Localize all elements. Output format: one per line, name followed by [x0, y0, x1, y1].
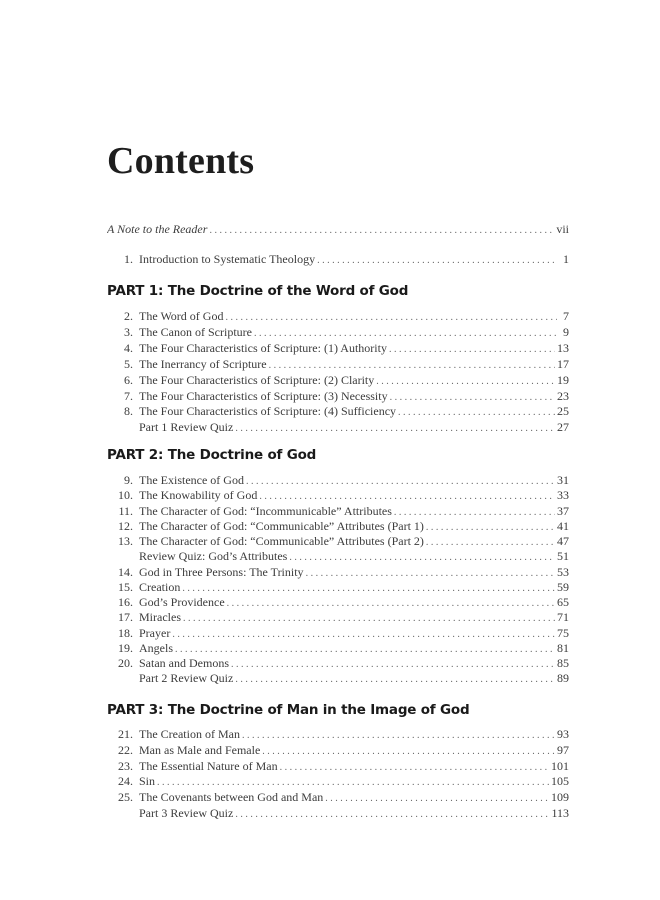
entry-label: The Covenants between God and Man	[139, 790, 324, 804]
entry-number: 3.	[124, 325, 133, 339]
entry-page: 47	[557, 534, 569, 548]
dot-leader	[306, 566, 555, 580]
entry-page: 89	[557, 671, 569, 685]
entry-label: Review Quiz: God’s Attributes	[139, 549, 288, 563]
entry-page: 59	[557, 580, 569, 594]
entry-number: 14.	[118, 565, 133, 579]
toc-entry[interactable]	[107, 533, 569, 549]
dot-leader	[235, 421, 555, 435]
dot-leader	[172, 627, 555, 641]
entry-number: 20.	[118, 656, 133, 670]
entry-label: The Character of God: “Incommunicable” Attributes	[139, 504, 392, 518]
dot-leader	[235, 672, 555, 686]
entry-number: 4.	[124, 341, 133, 355]
entry-page: 65	[557, 595, 569, 609]
dot-leader	[209, 223, 554, 237]
toc-entry[interactable]	[107, 372, 569, 388]
entry-number: 19.	[118, 641, 133, 655]
entry-page: 51	[557, 549, 569, 563]
entry-label: Miracles	[139, 610, 181, 624]
toc-entry-review-quiz[interactable]	[107, 548, 569, 564]
entry-page: 1	[563, 252, 569, 266]
dot-leader	[183, 611, 555, 625]
toc-entry[interactable]	[107, 518, 569, 534]
toc-entry[interactable]	[107, 726, 569, 742]
entry-number: 8.	[124, 404, 133, 418]
toc-entry[interactable]	[107, 487, 569, 503]
dot-leader	[175, 642, 555, 656]
dot-leader	[390, 390, 555, 404]
entry-page: vii	[556, 222, 569, 236]
entry-label: Sin	[139, 774, 156, 788]
entry-label: God in Three Persons: The Trinity	[139, 565, 304, 579]
entry-number: 11.	[118, 504, 133, 518]
entry-page: 37	[557, 504, 569, 518]
dot-leader	[280, 760, 549, 774]
entry-page: 105	[551, 774, 569, 788]
entry-page: 53	[557, 565, 569, 579]
entry-label: The Character of God: “Communicable” Attributes (Part 2)	[139, 534, 424, 548]
entry-label: Satan and Demons	[139, 656, 229, 670]
toc-entry[interactable]	[107, 758, 569, 774]
toc-entry[interactable]	[107, 579, 569, 595]
dot-leader	[389, 342, 555, 356]
toc-entry[interactable]	[107, 503, 569, 519]
entry-number: 22.	[118, 743, 133, 757]
dot-leader	[398, 405, 555, 419]
dot-leader	[426, 520, 555, 534]
dot-leader	[231, 657, 555, 671]
entry-number: 9.	[124, 473, 133, 487]
entry-label: The Word of God	[139, 309, 224, 323]
entry-page: 97	[557, 743, 569, 757]
toc-entry[interactable]	[107, 789, 569, 805]
dot-leader	[426, 535, 555, 549]
entry-label: A Note to the Reader	[107, 222, 208, 236]
dot-leader	[157, 775, 549, 789]
entry-label: Part 3 Review Quiz	[139, 806, 234, 820]
entry-number: 23.	[118, 759, 133, 773]
part-heading: PART 2: The Doctrine of God	[107, 447, 317, 463]
page-title: Contents	[107, 140, 255, 182]
entry-label: The Four Characteristics of Scripture: (3) Necessity	[139, 389, 388, 403]
entry-page: 23	[557, 389, 569, 403]
entry-number: 18.	[118, 626, 133, 640]
toc-entry[interactable]	[107, 340, 569, 356]
toc-entry-review-quiz[interactable]	[107, 419, 569, 435]
entry-page: 27	[557, 420, 569, 434]
entry-page: 81	[557, 641, 569, 655]
toc-entry[interactable]	[107, 403, 569, 419]
entry-number: 10.	[118, 488, 133, 502]
entry-label: Part 1 Review Quiz	[139, 420, 234, 434]
entry-number: 5.	[124, 357, 133, 371]
entry-label: Introduction to Systematic Theology	[139, 252, 316, 266]
entry-page: 75	[557, 626, 569, 640]
entry-page: 25	[557, 404, 569, 418]
entry-number: 24.	[118, 774, 133, 788]
entry-label: The Four Characteristics of Scripture: (2) Clarity	[139, 373, 375, 387]
toc-entry[interactable]	[107, 609, 569, 625]
dot-leader	[254, 326, 557, 340]
entry-page: 7	[563, 309, 569, 323]
dot-leader	[242, 728, 555, 742]
dot-leader	[269, 358, 555, 372]
toc-entry[interactable]	[107, 388, 569, 404]
toc-entry-note-to-reader[interactable]	[107, 221, 569, 237]
entry-label: The Canon of Scripture	[139, 325, 252, 339]
dot-leader	[259, 489, 555, 503]
entry-number: 1.	[124, 252, 133, 266]
entry-label: Man as Male and Female	[139, 743, 261, 757]
entry-number: 13.	[118, 534, 133, 548]
entry-number: 25.	[118, 790, 133, 804]
dot-leader	[227, 596, 555, 610]
toc-entry[interactable]	[107, 773, 569, 789]
toc-entry[interactable]	[107, 564, 569, 580]
toc-entry[interactable]	[107, 655, 569, 671]
toc-entry[interactable]	[107, 308, 569, 324]
entry-page: 93	[557, 727, 569, 741]
entry-page: 19	[557, 373, 569, 387]
dot-leader	[235, 807, 549, 821]
toc-entry[interactable]	[107, 472, 569, 488]
toc-entry[interactable]	[107, 742, 569, 758]
entry-label: The Creation of Man	[139, 727, 240, 741]
entry-number: 15.	[118, 580, 133, 594]
dot-leader	[317, 253, 557, 267]
dot-leader	[289, 550, 555, 564]
toc-entry[interactable]	[107, 356, 569, 372]
entry-number: 2.	[124, 309, 133, 323]
dot-leader	[394, 505, 555, 519]
entry-page: 9	[563, 325, 569, 339]
entry-page: 13	[557, 341, 569, 355]
entry-label: The Four Characteristics of Scripture: (4) Sufficiency	[139, 404, 397, 418]
entry-label: The Four Characteristics of Scripture: (1) Authority	[139, 341, 387, 355]
entry-label: The Existence of God	[139, 473, 244, 487]
entry-label: God’s Providence	[139, 595, 225, 609]
entry-label: Part 2 Review Quiz	[139, 671, 234, 685]
entry-number: 21.	[118, 727, 133, 741]
toc-entry-review-quiz[interactable]	[107, 805, 569, 821]
entry-label: Prayer	[139, 626, 171, 640]
entry-number: 16.	[118, 595, 133, 609]
entry-label: The Knowability of God	[139, 488, 258, 502]
part-heading: PART 1: The Doctrine of the Word of God	[107, 283, 409, 299]
entry-page: 17	[557, 357, 569, 371]
toc-entry[interactable]	[107, 594, 569, 610]
dot-leader	[376, 374, 555, 388]
part-heading: PART 3: The Doctrine of Man in the Image of God	[107, 702, 470, 718]
entry-label: The Inerrancy of Scripture	[139, 357, 267, 371]
toc-entry[interactable]	[107, 625, 569, 641]
entry-page: 85	[557, 656, 569, 670]
toc-entry-review-quiz[interactable]	[107, 670, 569, 686]
entry-page: 101	[551, 759, 569, 773]
toc-entry[interactable]	[107, 324, 569, 340]
entry-page: 109	[551, 790, 569, 804]
entry-page: 71	[557, 610, 569, 624]
entry-page: 113	[551, 806, 569, 820]
dot-leader	[182, 581, 555, 595]
dot-leader	[262, 744, 555, 758]
entry-page: 41	[557, 519, 569, 533]
dot-leader	[246, 474, 555, 488]
dot-leader	[225, 310, 557, 324]
entry-label: The Essential Nature of Man	[139, 759, 278, 773]
toc-entry[interactable]	[107, 640, 569, 656]
entry-page: 33	[557, 488, 569, 502]
entry-page: 31	[557, 473, 569, 487]
entry-number: 7.	[124, 389, 133, 403]
entry-label: Angels	[139, 641, 173, 655]
entry-label: Creation	[139, 580, 181, 594]
dot-leader	[325, 791, 549, 805]
entry-number: 12.	[118, 519, 133, 533]
entry-label: The Character of God: “Communicable” Attributes (Part 1)	[139, 519, 424, 533]
entry-number: 17.	[118, 610, 133, 624]
entry-number: 6.	[124, 373, 133, 387]
toc-entry[interactable]	[107, 251, 569, 267]
